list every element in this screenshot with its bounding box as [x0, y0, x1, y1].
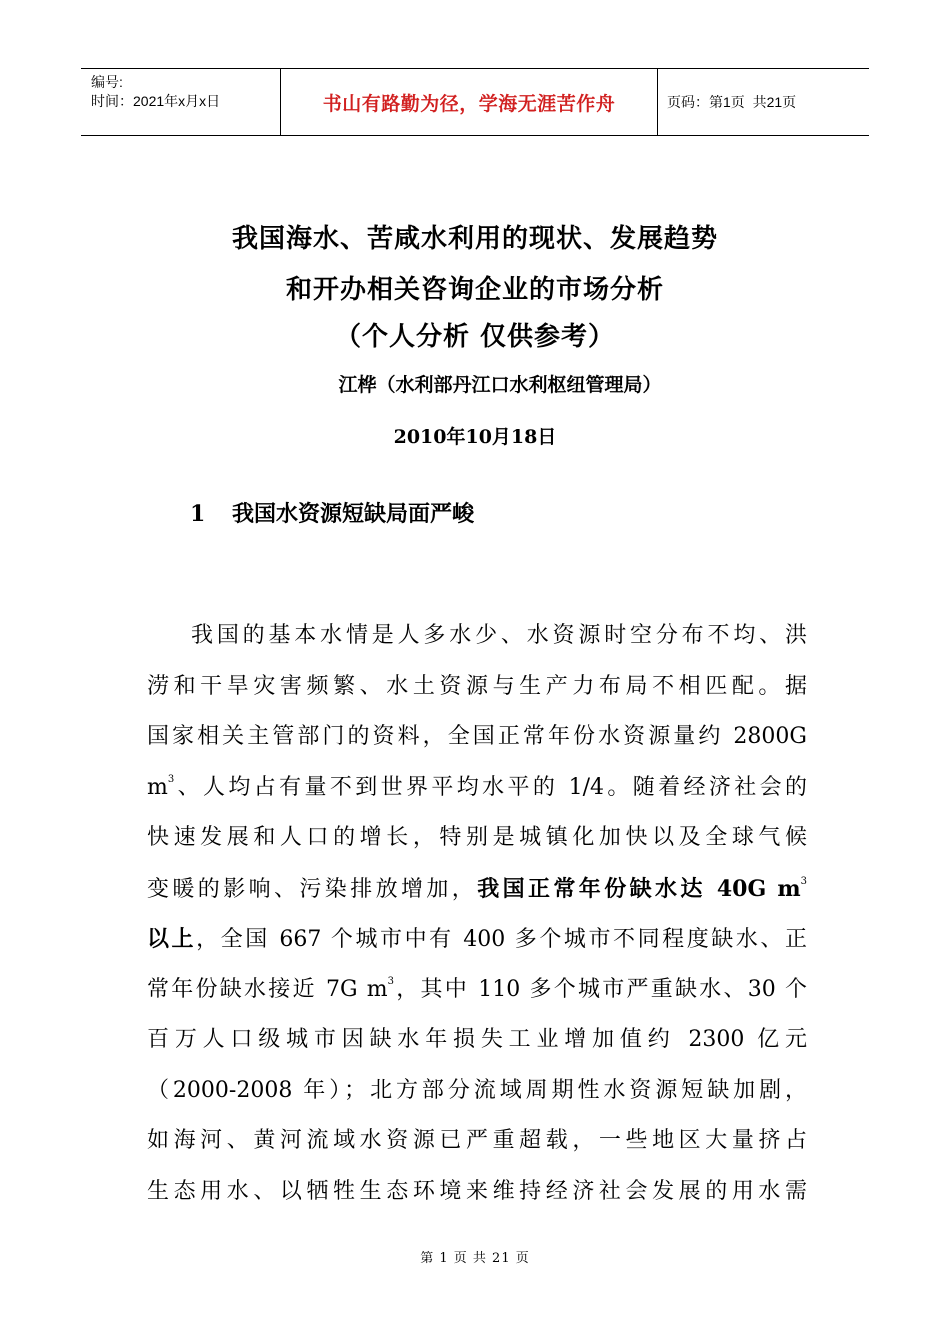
serial-label: 编号:	[91, 74, 123, 90]
paragraph-line: （2000-2008 年）；北方部分流域周期性水资源短缺加剧，	[147, 1077, 807, 1103]
paragraph-line	[147, 864, 807, 915]
text-run: m	[147, 774, 168, 800]
doc-date: 2010年10月18日	[393, 426, 557, 448]
section-heading	[190, 497, 474, 528]
section-title: 我国水资源短缺局面严峻	[232, 501, 475, 527]
text-run: ，全国 667 个城市中有 400 多个城市不同程度缺水、正	[196, 927, 807, 952]
paragraph-line	[147, 914, 807, 965]
bold-text-run: 以上	[147, 926, 197, 952]
section-number: 1	[190, 501, 206, 527]
body-paragraph	[147, 611, 807, 1217]
paragraph-line: 快速发展和人口的增长，特别是城镇化加快以及全球气候	[147, 825, 807, 850]
superscript: 3	[800, 875, 807, 887]
doc-title-line3: （个人分析 仅供参考）	[334, 322, 616, 352]
page-code	[667, 69, 796, 135]
time-label: 时间：2021年x月x日	[91, 93, 221, 109]
text-run: 、人均占有量不到世界平均水平的 1/4。随着经济社会的	[174, 774, 807, 800]
superscript: 3	[167, 773, 175, 785]
page-code-text: 页码：第1页 共21页	[667, 94, 797, 110]
paragraph-line: 百万人口级城市因缺水年损失工业增加值约 2300 亿元	[147, 1027, 807, 1052]
text-run: 变暖的影响、污染排放增加，	[147, 876, 478, 902]
paragraph-line: 生态用水、以牺牲生态环境来维持经济社会发展的用水需	[147, 1178, 807, 1204]
doc-title-line2: 和开办相关咨询企业的市场分析	[285, 275, 664, 305]
paragraph-line	[147, 965, 807, 1016]
paragraph-line: 涝和干旱灾害频繁、水土资源与生产力布局不相匹配。据	[147, 673, 807, 699]
author: 江桦（水利部丹江口水利枢纽管理局）	[338, 374, 662, 396]
paragraph-line: 我国的基本水情是人多水少、水资源时空分布不均、洪	[191, 623, 807, 648]
motto: 书山有路勤为径，学海无涯苦作舟	[322, 92, 616, 115]
text-run: 常年份缺水接近 7G m	[147, 976, 388, 1002]
page-header-table	[81, 68, 869, 136]
text-run: ，其中 110 多个城市严重缺水、30 个	[394, 976, 808, 1002]
paragraph-line: 国家相关主管部门的资料，全国正常年份水资源量约 2800G	[147, 724, 807, 749]
header-divider	[657, 69, 658, 135]
bold-text-run: 我国正常年份缺水达 40G m	[477, 875, 801, 902]
doc-title-line1: 我国海水、苦咸水利用的现状、发展趋势	[231, 224, 718, 254]
page-footer: 第 1 页 共 21 页	[420, 1251, 530, 1266]
paragraph-line	[147, 763, 807, 814]
paragraph-line: 如海河、黄河流域水资源已严重超载，一些地区大量挤占	[147, 1128, 807, 1153]
header-info	[91, 73, 220, 111]
superscript: 3	[387, 975, 395, 987]
